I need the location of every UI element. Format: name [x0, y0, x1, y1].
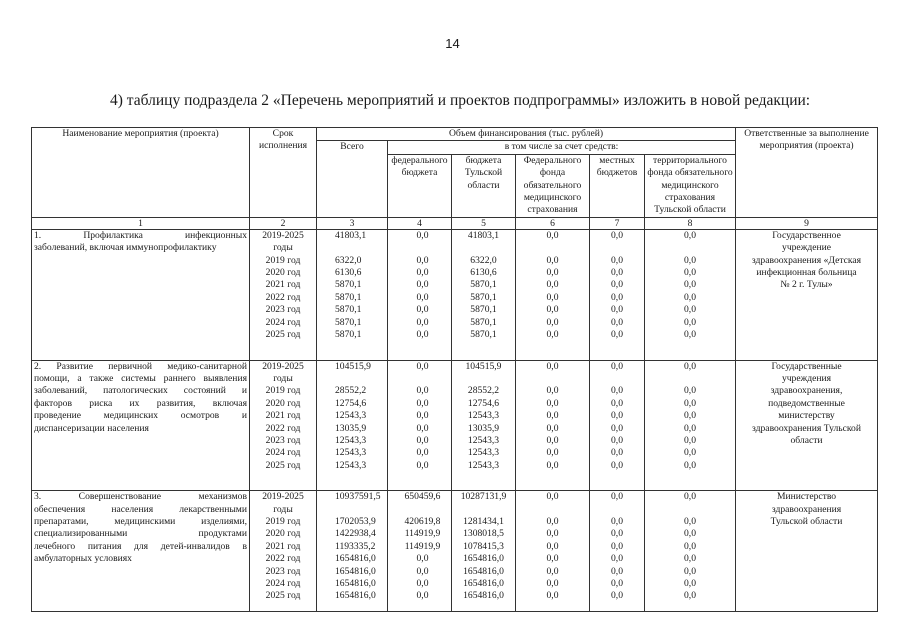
table-row	[32, 491, 878, 603]
page-heading: 4) таблицу подраздела 2 «Перечень мероприятий и проектов подпрограммы» изложить в новой редакции:	[110, 92, 811, 109]
spacer-cell	[317, 342, 388, 361]
spacer-cell	[317, 472, 388, 491]
cell-total: 10937591,5 1702053,9 1422938,4 1193335,2 1654816,0 1654816,0 1654816,0 1654816,0	[317, 491, 388, 603]
column-number: 1	[32, 217, 250, 229]
header-federal: федерального бюджета	[388, 154, 452, 217]
column-number: 9	[736, 217, 878, 229]
column-number: 6	[516, 217, 590, 229]
spacer-cell	[32, 603, 250, 612]
cell-federal: 0,0 0,0 0,0 0,0 0,0 0,0 0,0 0,0	[388, 229, 452, 341]
row-spacer	[32, 472, 878, 491]
spacer-cell	[645, 342, 736, 361]
column-number: 3	[317, 217, 388, 229]
cell-territorial: 0,0 0,0 0,0 0,0 0,0 0,0 0,0 0,0	[645, 229, 736, 341]
header-responsible: Ответственные за выполнение мероприятия (проекта)	[736, 128, 878, 218]
spacer-cell	[250, 472, 317, 491]
header-volume: Объем финансирования (тыс. рублей)	[317, 128, 736, 141]
table-row	[32, 229, 878, 341]
spacer-cell	[388, 342, 452, 361]
cell-regional: 10287131,9 1281434,1 1308018,5 1078415,3 1654816,0 1654816,0 1654816,0 1654816,0	[452, 491, 516, 603]
cell-term: 2019-2025 годы 2019 год 2020 год 2021 год 2022 год 2023 год 2024 год 2025 год	[250, 360, 317, 472]
spacer-cell	[516, 603, 590, 612]
row-spacer	[32, 603, 878, 612]
responsible-org: Государственное учреждение здравоохранения «Детская инфекционная больница № 2 г. Тулы»	[736, 229, 878, 341]
responsible-org: Государственные учреждения здравоохранения, подведомственные министерству здравоохранения Тульской области	[736, 360, 878, 472]
header-name: Наименование мероприятия (проекта)	[32, 128, 250, 218]
header-regional: бюджета Тульской области	[452, 154, 516, 217]
row-spacer	[32, 342, 878, 361]
cell-territorial: 0,0 0,0 0,0 0,0 0,0 0,0 0,0 0,0	[645, 360, 736, 472]
spacer-cell	[516, 342, 590, 361]
cell-regional: 41803,1 6322,0 6130,6 5870,1 5870,1 5870,1 5870,1 5870,1	[452, 229, 516, 341]
activity-name: 2. Развитие первичной медико-санитарной помощи, а также системы раннего выявления заболеваний, патологических состояний и факторов риска их развития, включая проведение медицинских осмотров и диспансеризации населения	[32, 360, 250, 472]
spacer-cell	[388, 472, 452, 491]
cell-territorial: 0,0 0,0 0,0 0,0 0,0 0,0 0,0 0,0	[645, 491, 736, 603]
spacer-cell	[317, 603, 388, 612]
spacer-cell	[388, 603, 452, 612]
spacer-cell	[250, 603, 317, 612]
page-number: 14	[445, 36, 460, 51]
column-number: 2	[250, 217, 317, 229]
cell-regional: 104515,9 28552,2 12754,6 12543,3 13035,9 12543,3 12543,3 12543,3	[452, 360, 516, 472]
spacer-cell	[590, 603, 645, 612]
spacer-cell	[590, 472, 645, 491]
cell-term: 2019-2025 годы 2019 год 2020 год 2021 год 2022 год 2023 год 2024 год 2025 год	[250, 491, 317, 603]
spacer-cell	[452, 472, 516, 491]
cell-term: 2019-2025 годы 2019 год 2020 год 2021 год 2022 год 2023 год 2024 год 2025 год	[250, 229, 317, 341]
responsible-org: Министерство здравоохранения Тульской области	[736, 491, 878, 603]
column-number: 4	[388, 217, 452, 229]
column-number: 8	[645, 217, 736, 229]
activity-name: 3. Совершенствование механизмов обеспечения населения лекарственными препаратами, медицинскими изделиями, специализированными продуктами лечебного питания для детей-инвалидов в амбулаторных условиях	[32, 491, 250, 603]
spacer-cell	[516, 472, 590, 491]
cell-federal: 0,0 0,0 0,0 0,0 0,0 0,0 0,0 0,0	[388, 360, 452, 472]
spacer-cell	[590, 342, 645, 361]
spacer-cell	[736, 472, 878, 491]
spacer-cell	[452, 342, 516, 361]
spacer-cell	[452, 603, 516, 612]
header-including: в том числе за счет средств:	[388, 141, 736, 154]
spacer-cell	[736, 342, 878, 361]
header-territorial: территориального фонда обязательного медицинского страхования Тульской области	[645, 154, 736, 217]
spacer-cell	[645, 472, 736, 491]
header-local: местных бюджетов	[590, 154, 645, 217]
spacer-cell	[736, 603, 878, 612]
cell-local: 0,0 0,0 0,0 0,0 0,0 0,0 0,0 0,0	[590, 229, 645, 341]
column-numbers-row	[32, 217, 878, 229]
cell-fund: 0,0 0,0 0,0 0,0 0,0 0,0 0,0 0,0	[516, 229, 590, 341]
activity-name: 1. Профилактика инфекционных заболеваний, включая иммунопрофилактику	[32, 229, 250, 341]
spacer-cell	[32, 472, 250, 491]
cell-total: 104515,9 28552,2 12754,6 12543,3 13035,9 12543,3 12543,3 12543,3	[317, 360, 388, 472]
cell-local: 0,0 0,0 0,0 0,0 0,0 0,0 0,0 0,0	[590, 491, 645, 603]
header-fund: Федерального фонда обязательного медицинского страхования	[516, 154, 590, 217]
cell-federal: 650459,6 420619,8 114919,9 114919,9 0,0 0,0 0,0 0,0	[388, 491, 452, 603]
header-total: Всего	[317, 141, 388, 217]
column-number: 7	[590, 217, 645, 229]
table-row	[32, 360, 878, 472]
spacer-cell	[250, 342, 317, 361]
cell-fund: 0,0 0,0 0,0 0,0 0,0 0,0 0,0 0,0	[516, 491, 590, 603]
spacer-cell	[645, 603, 736, 612]
cell-local: 0,0 0,0 0,0 0,0 0,0 0,0 0,0 0,0	[590, 360, 645, 472]
activities-table	[31, 127, 878, 612]
spacer-cell	[32, 342, 250, 361]
cell-total: 41803,1 6322,0 6130,6 5870,1 5870,1 5870,1 5870,1 5870,1	[317, 229, 388, 341]
cell-fund: 0,0 0,0 0,0 0,0 0,0 0,0 0,0 0,0	[516, 360, 590, 472]
column-number: 5	[452, 217, 516, 229]
header-term: Срок исполнения	[250, 128, 317, 218]
